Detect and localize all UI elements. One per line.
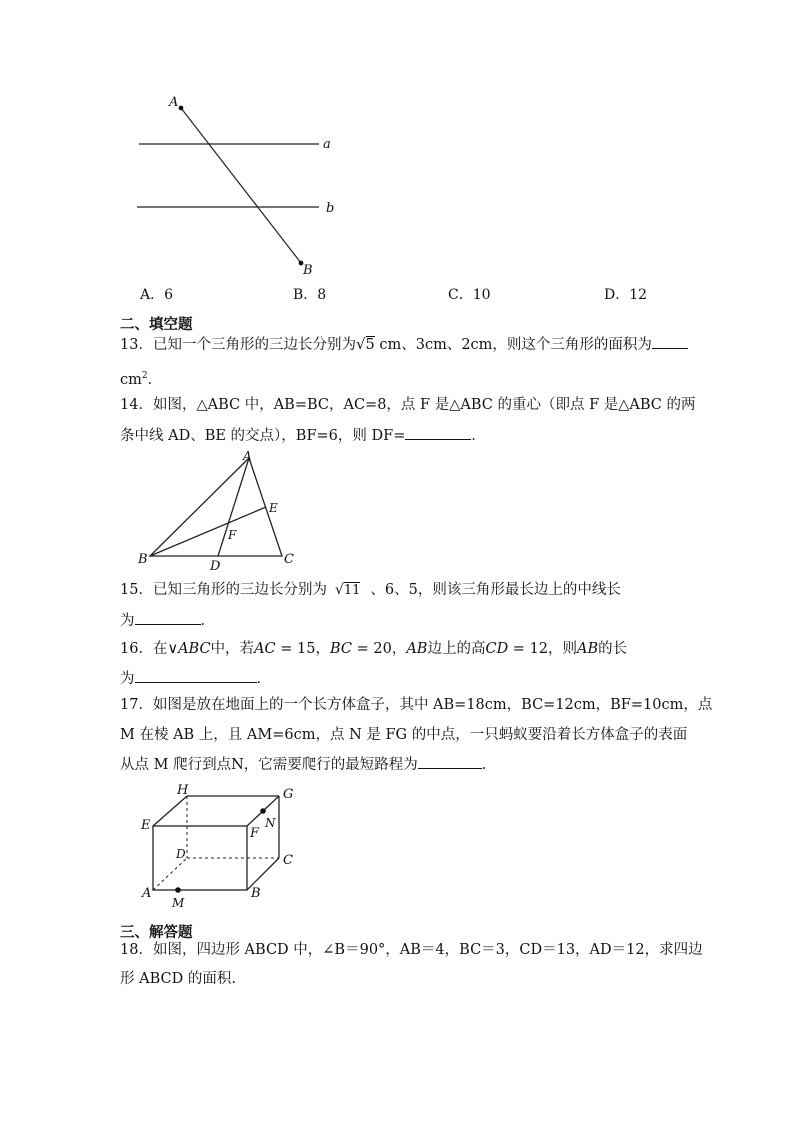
label-D: D bbox=[210, 559, 221, 574]
q16-ab: AB bbox=[406, 641, 428, 657]
q17-end: . bbox=[481, 757, 487, 773]
label-a: a bbox=[323, 137, 331, 152]
q16-eq-3: = 12，则 bbox=[508, 641, 578, 657]
q16-ac: AC bbox=[254, 641, 276, 657]
label-C: C bbox=[284, 552, 294, 567]
question-16-line1 bbox=[120, 639, 627, 659]
label-A: A bbox=[169, 95, 179, 110]
section-title-fill-blank: 二、填空题 bbox=[120, 317, 193, 333]
question-17-line2: M 在棱 AB 上，且 AM=6cm，点 N 是 FG 的中点，一只蚂蚁要沿着长方体盒子的表面 bbox=[120, 727, 688, 743]
question-17-line1: 17．如图是放在地面上的一个长方体盒子，其中 AB=18cm，BC=12cm，BF=10cm，点 bbox=[120, 697, 713, 713]
q14-line2-text: 条中线 AD、BE 的交点），BF=6，则 DF= bbox=[120, 428, 406, 444]
label-A: A bbox=[142, 886, 152, 901]
q16-part-1: 16．在 bbox=[120, 641, 168, 657]
question-14-line1: 14．如图，△ABC 中，AB=BC，AC=8，点 F 是△ABC 的重心（即点 F 是△ABC 的两 bbox=[120, 397, 696, 413]
q14-end: ． bbox=[471, 428, 486, 444]
answer-blank-15 bbox=[135, 610, 201, 625]
question-13-line1 bbox=[120, 334, 688, 355]
answer-blank-13 bbox=[652, 334, 688, 349]
answer-blank-14 bbox=[405, 425, 471, 440]
question-17-line3 bbox=[120, 754, 486, 775]
q16-cd: CD bbox=[485, 641, 509, 657]
q15-text-2: 、6、5，则该三角形最长边上的中线长 bbox=[370, 582, 621, 598]
question-15-line2 bbox=[120, 610, 215, 631]
question-13-line2 bbox=[120, 366, 162, 390]
q16-bc: BC bbox=[329, 641, 352, 657]
label-F: F bbox=[228, 528, 237, 542]
cuboid-figure bbox=[135, 780, 310, 915]
label-E: E bbox=[141, 818, 151, 833]
label-B: B bbox=[251, 886, 261, 901]
q16-part-3: 边上的高 bbox=[427, 641, 486, 657]
option-a: A．6 bbox=[140, 287, 174, 303]
q15-text-1: 15．已知三角形的三边长分别为 bbox=[120, 582, 327, 598]
option-d: D．12 bbox=[604, 287, 648, 303]
label-N: N bbox=[265, 816, 276, 830]
answer-blank-16 bbox=[135, 668, 257, 683]
question-15-line1 bbox=[120, 580, 621, 601]
section-title-solve: 三、解答题 bbox=[120, 925, 193, 941]
question-14-line2 bbox=[120, 425, 486, 446]
q17-line3-text: 从点 M 爬行到点N，它需要爬行的最短路程为 bbox=[120, 757, 418, 773]
triangle-centroid-figure bbox=[130, 448, 310, 574]
label-F: F bbox=[250, 826, 260, 841]
q13-unit: cm bbox=[120, 371, 142, 388]
q16-triangle: ∨ABC bbox=[167, 641, 211, 657]
q13-radicand: 5 bbox=[365, 337, 375, 353]
label-B: B bbox=[303, 263, 313, 278]
label-A: A bbox=[243, 449, 252, 463]
q16-line2-text: 为 bbox=[120, 671, 135, 687]
q15-line2-text: 为 bbox=[120, 613, 135, 629]
q13-text-2: cm、3cm、2cm，则这个三角形的面积为 bbox=[374, 337, 652, 353]
label-b: b bbox=[326, 201, 335, 216]
parallel-lines-figure bbox=[130, 88, 350, 280]
q15-end: ． bbox=[200, 613, 215, 629]
label-D: D bbox=[176, 847, 186, 861]
q16-end: ． bbox=[256, 671, 271, 687]
sqrt-sign: √ bbox=[355, 335, 366, 353]
label-H: H bbox=[177, 783, 189, 798]
q16-ab-2: AB bbox=[577, 641, 599, 657]
question-16-line2 bbox=[120, 668, 271, 689]
option-b: B．8 bbox=[293, 287, 327, 303]
q16-part-2: 中，若 bbox=[210, 641, 255, 657]
answer-blank-17 bbox=[418, 754, 482, 769]
label-M: M bbox=[172, 896, 185, 910]
q16-eq-1: = 15， bbox=[275, 641, 330, 657]
q16-eq-2: = 20， bbox=[352, 641, 407, 657]
sqrt-sign: √ bbox=[334, 582, 344, 598]
label-B: B bbox=[138, 552, 148, 567]
question-18-line2: 形 ABCD 的面积. bbox=[120, 971, 236, 987]
label-E: E bbox=[269, 501, 278, 515]
question-18-line1: 18．如图，四边形 ABCD 中，∠B＝90°，AB＝4，BC＝3，CD＝13，AD＝12，求四边 bbox=[120, 942, 703, 958]
q13-end: ． bbox=[147, 371, 163, 388]
q16-part-4: 的长 bbox=[598, 641, 628, 657]
option-c: C．10 bbox=[448, 287, 491, 303]
label-C: C bbox=[283, 853, 293, 868]
label-G: G bbox=[283, 787, 294, 802]
q13-text-1: 13．已知一个三角形的三边长分别为 bbox=[120, 337, 356, 353]
q13-unit-exp: 2 bbox=[141, 371, 148, 381]
q15-radicand: 11 bbox=[343, 583, 361, 598]
